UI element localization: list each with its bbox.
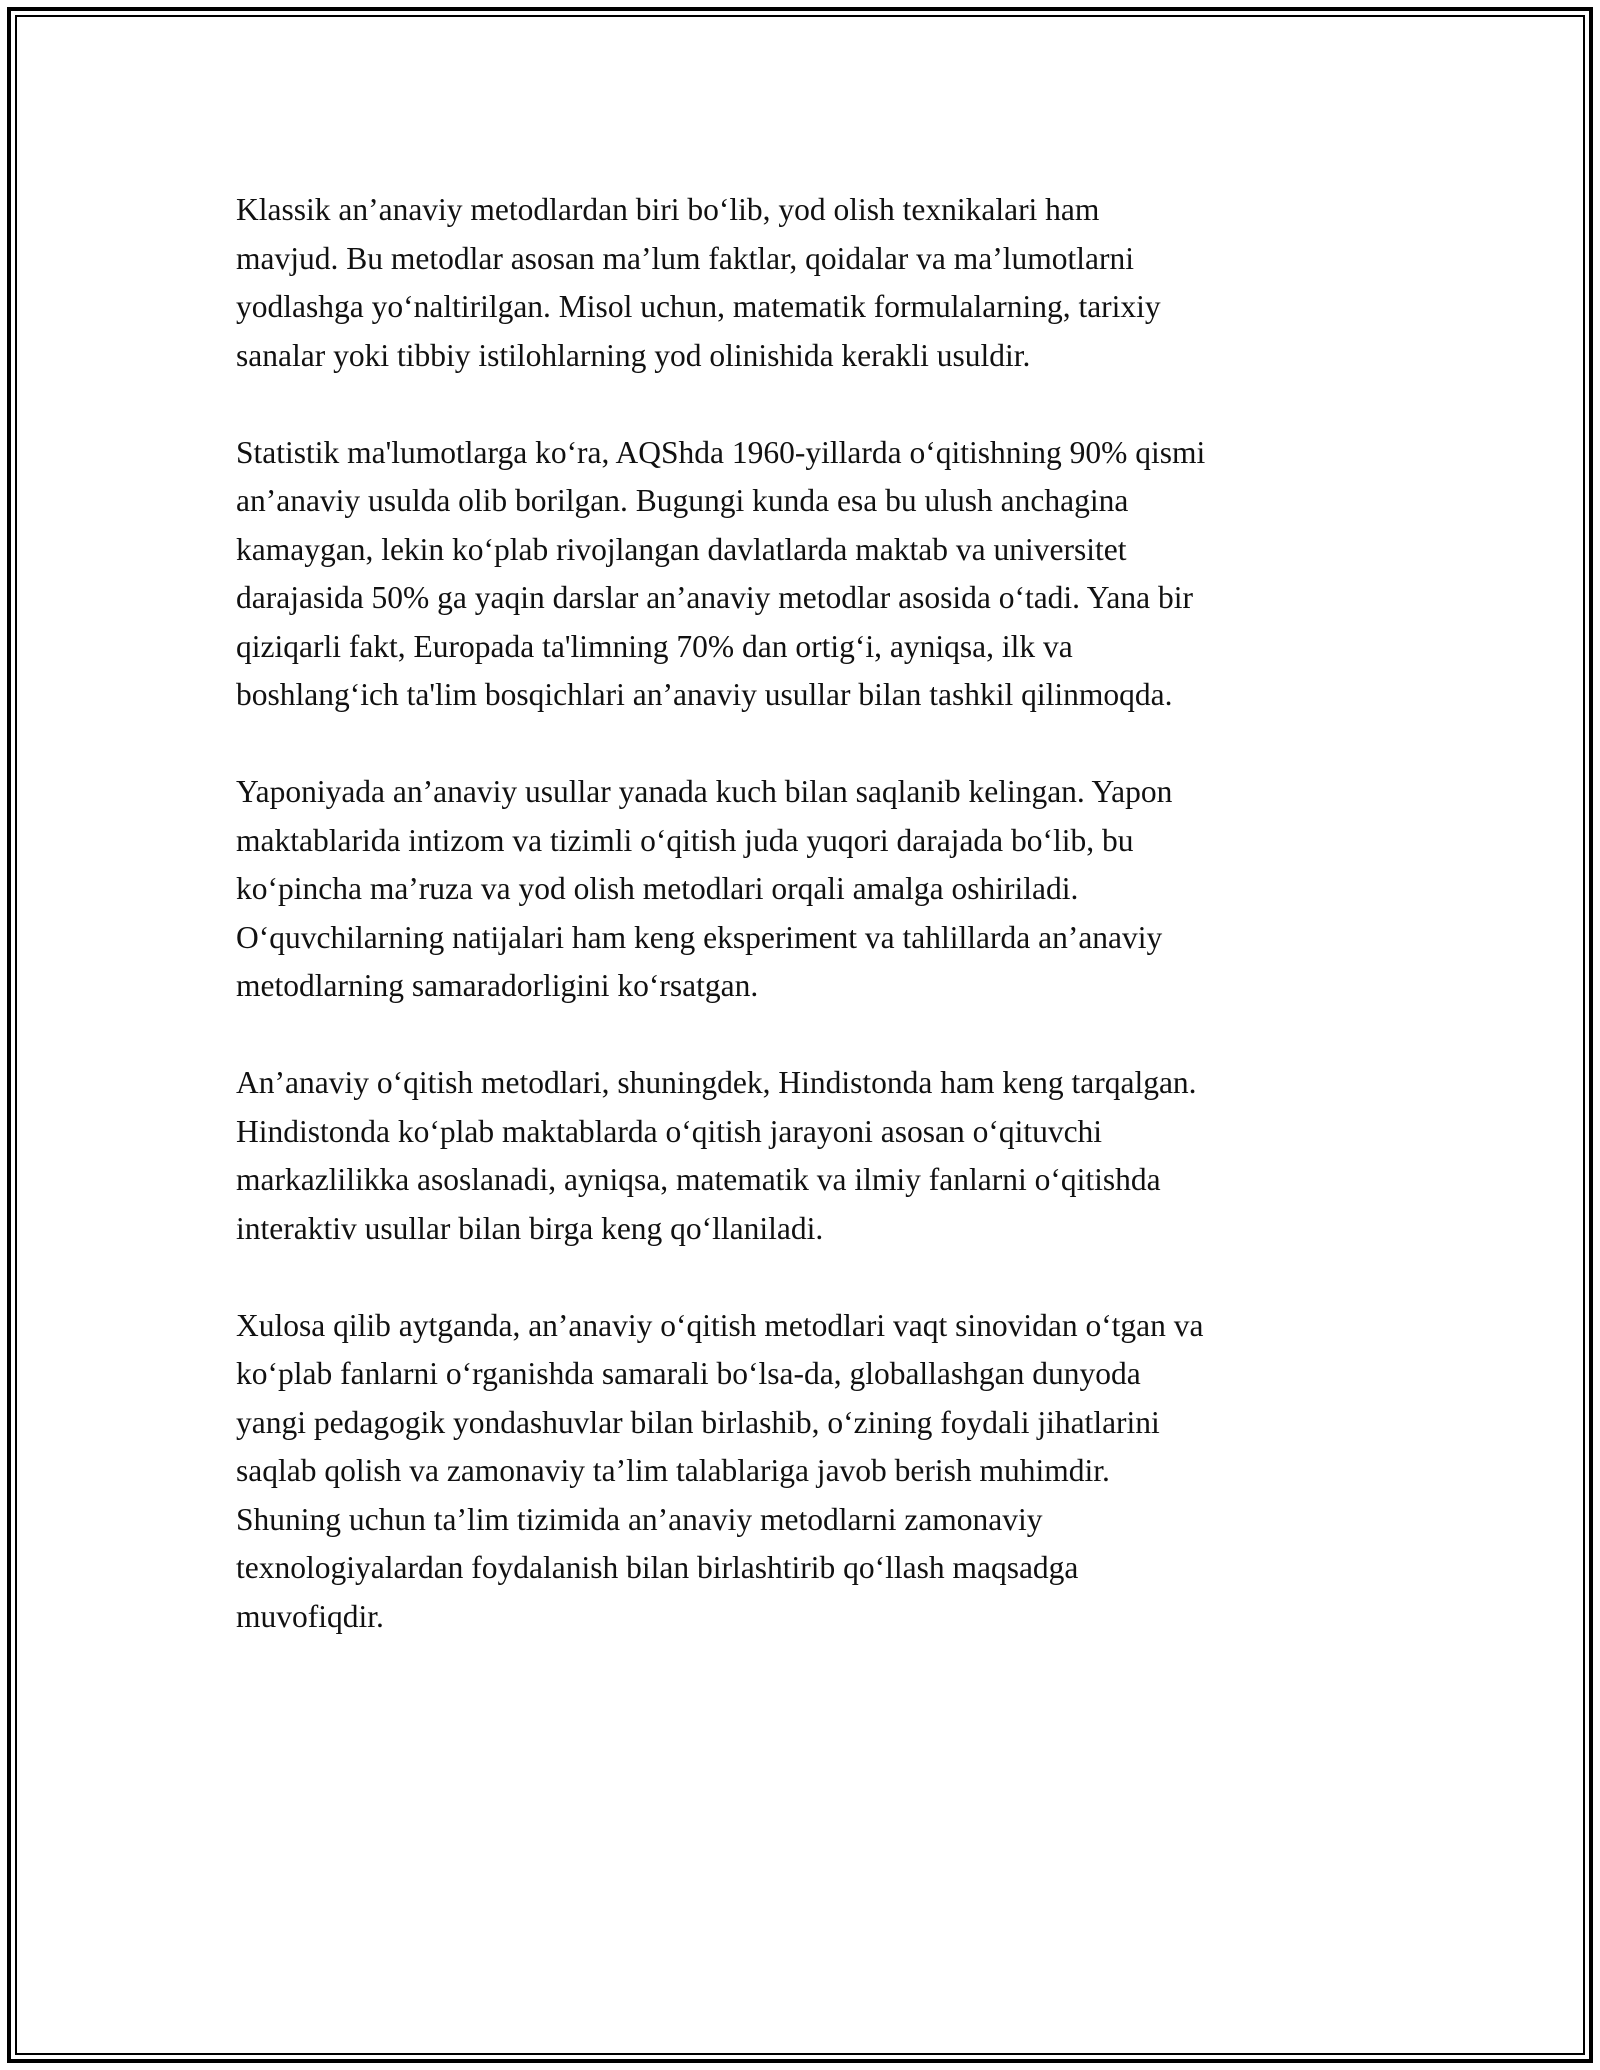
- text-line: mavjud. Bu metodlar asosan ma’lum faktlar, qoidalar va ma’lumotlarni: [236, 240, 1134, 276]
- text-line: Klassik an’anaviy metodlardan biri bo‘lib, yod olish texnikalari ham: [236, 192, 1100, 227]
- text-line: Statistik ma'lumotlarga ko‘ra, AQShda 1960-yillarda o‘qitishning 90% qismi: [236, 434, 1206, 470]
- text-line: Yaponiyada an’anaviy usullar yanada kuch bilan saqlanib kelingan. Yapon: [236, 774, 1173, 809]
- text-line: qiziqarli fakt, Europada ta'limning 70% dan ortig‘i, ayniqsa, ilk va: [236, 628, 1073, 664]
- text-line: ko‘pincha ma’ruza va yod olish metodlari orqali amalga oshiriladi.: [236, 871, 1079, 906]
- text-line: Shuning uchun ta’lim tizimida an’anaviy metodlarni zamonaviy: [236, 1501, 1043, 1537]
- text-line: sanalar yoki tibbiy istilohlarning yod olinishida kerakli usuldir.: [236, 337, 1031, 373]
- text-line: interaktiv usullar bilan birga keng qo‘llaniladi.: [236, 1210, 824, 1246]
- text-line: Xulosa qilib aytganda, an’anaviy o‘qitish metodlari vaqt sinovidan o‘tgan va: [236, 1307, 1204, 1343]
- paragraph-japan: [236, 768, 1376, 1011]
- paragraph-conclusion: [236, 1302, 1376, 1642]
- paragraph-memorization-methods: [236, 186, 1376, 380]
- text-line: yodlashga yo‘naltirilgan. Misol uchun, matematik formulalarning, tarixiy: [236, 289, 1161, 324]
- document-body: [236, 186, 1376, 1690]
- text-line: boshlang‘ich ta'lim bosqichlari an’anaviy usullar bilan tashkil qilinmoqda.: [236, 677, 1173, 712]
- text-line: Hindistonda ko‘plab maktablarda o‘qitish jarayoni asosan o‘qituvchi: [236, 1113, 1103, 1149]
- text-line: texnologiyalardan foydalanish bilan birlashtirib qo‘llash maqsadga: [236, 1550, 1079, 1585]
- text-line: metodlarning samaradorligini ko‘rsatgan.: [236, 968, 759, 1003]
- text-line: saqlab qolish va zamonaviy ta’lim talablariga javob berish muhimdir.: [236, 1453, 1110, 1488]
- text-line: O‘quvchilarning natijalari ham keng eksperiment va tahlillarda an’anaviy: [236, 919, 1163, 955]
- paragraph-statistics: [236, 429, 1376, 720]
- text-line: An’anaviy o‘qitish metodlari, shuningdek, Hindistonda ham keng tarqalgan.: [236, 1065, 1197, 1100]
- text-line: an’anaviy usulda olib borilgan. Bugungi kunda esa bu ulush anchagina: [236, 483, 1129, 518]
- text-line: yangi pedagogik yondashuvlar bilan birlashib, o‘zining foydali jihatlarini: [236, 1404, 1160, 1440]
- text-line: ko‘plab fanlarni o‘rganishda samarali bo‘lsa-da, globallashgan dunyoda: [236, 1356, 1141, 1391]
- paragraph-india: [236, 1059, 1376, 1253]
- text-line: kamaygan, lekin ko‘plab rivojlangan davlatlarda maktab va universitet: [236, 531, 1127, 567]
- text-line: markazlilikka asoslanadi, ayniqsa, matematik va ilmiy fanlarni o‘qitishda: [236, 1162, 1161, 1197]
- text-line: maktablarida intizom va tizimli o‘qitish juda yuqori darajada bo‘lib, bu: [236, 822, 1134, 858]
- text-line: muvofiqdir.: [236, 1598, 384, 1634]
- text-line: darajasida 50% ga yaqin darslar an’anaviy metodlar asosida o‘tadi. Yana bir: [236, 580, 1193, 615]
